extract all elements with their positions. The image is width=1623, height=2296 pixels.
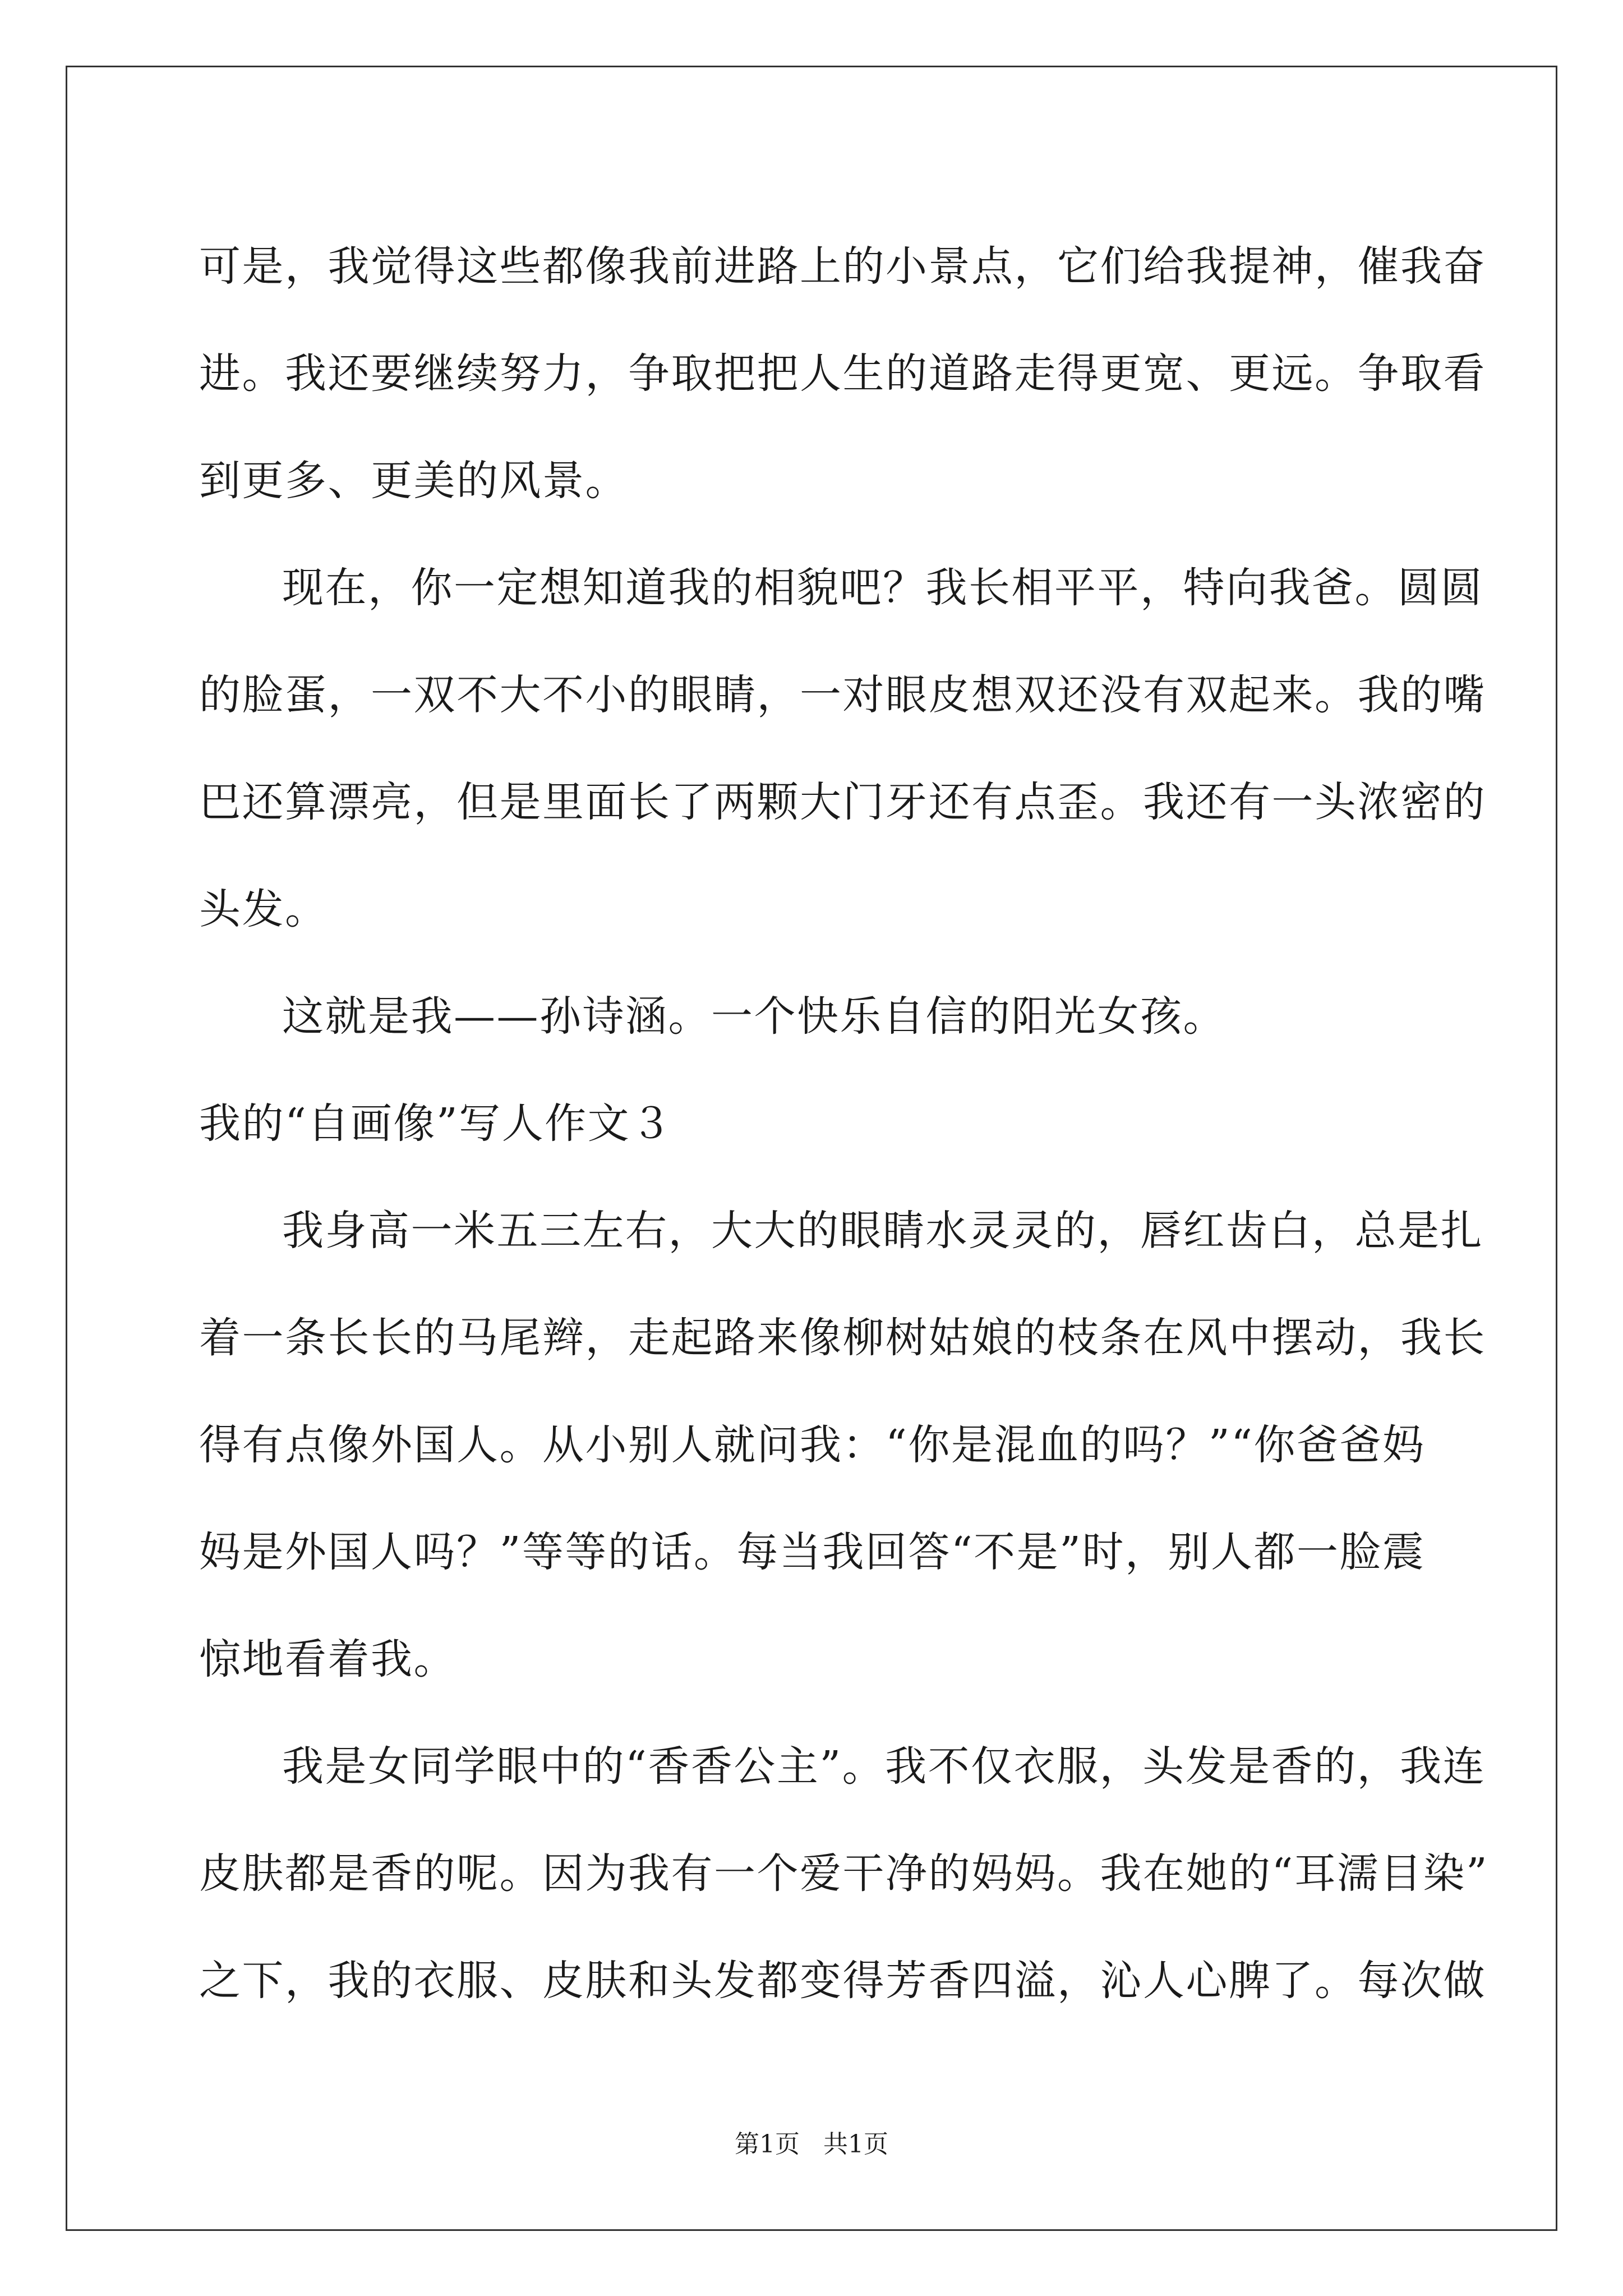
text-line: 现在，你一定想知道我的相貌吧？我长相平平，特向我爸。圆圆 <box>282 564 1483 612</box>
text-line: 头发。 <box>199 885 328 933</box>
section-heading: 我的“自画像”写人作文３ <box>199 1099 674 1148</box>
text-line: 进。我还要继续努力，争取把把人生的道路走得更宽、更远。争取看 <box>199 349 1486 398</box>
text-line: 着一条长长的马尾辫，走起路来像柳树姑娘的枝条在风中摆动，我长 <box>199 1314 1486 1362</box>
document-body <box>199 213 1489 2035</box>
text-line: 之下，我的衣服、皮肤和头发都变得芳香四溢，沁人心脾了。每次做 <box>199 1957 1486 2005</box>
text-line: 这就是我——孙诗涵。一个快乐自信的阳光女孩。 <box>282 992 1226 1041</box>
text-line: 妈是外国人吗？”等等的话。每当我回答“不是”时，别人都一脸震 <box>199 1528 1426 1576</box>
text-line: 惊地看着我。 <box>199 1635 457 1683</box>
text-line: 得有点像外国人。从小别人就问我：“你是混血的吗？”“你爸爸妈 <box>199 1421 1426 1469</box>
text-line: 我是女同学眼中的“香香公主”。我不仅衣服，头发是香的，我连 <box>282 1742 1486 1791</box>
text-line: 我身高一米五三左右，大大的眼睛水灵灵的，唇红齿白，总是扎 <box>282 1207 1483 1255</box>
text-line: 巴还算漂亮，但是里面长了两颗大门牙还有点歪。我还有一头浓密的 <box>199 778 1486 826</box>
text-line: 的脸蛋，一双不大不小的眼睛，一对眼皮想双还没有双起来。我的嘴 <box>199 671 1486 719</box>
text-line: 可是，我觉得这些都像我前进路上的小景点，它们给我提神，催我奋 <box>199 242 1486 291</box>
page-footer: 第1页 共1页 <box>735 2130 888 2159</box>
text-line: 皮肤都是香的呢。因为我有一个爱干净的妈妈。我在她的“耳濡目染” <box>199 1849 1489 1898</box>
text-line: 到更多、更美的风景。 <box>199 457 628 505</box>
